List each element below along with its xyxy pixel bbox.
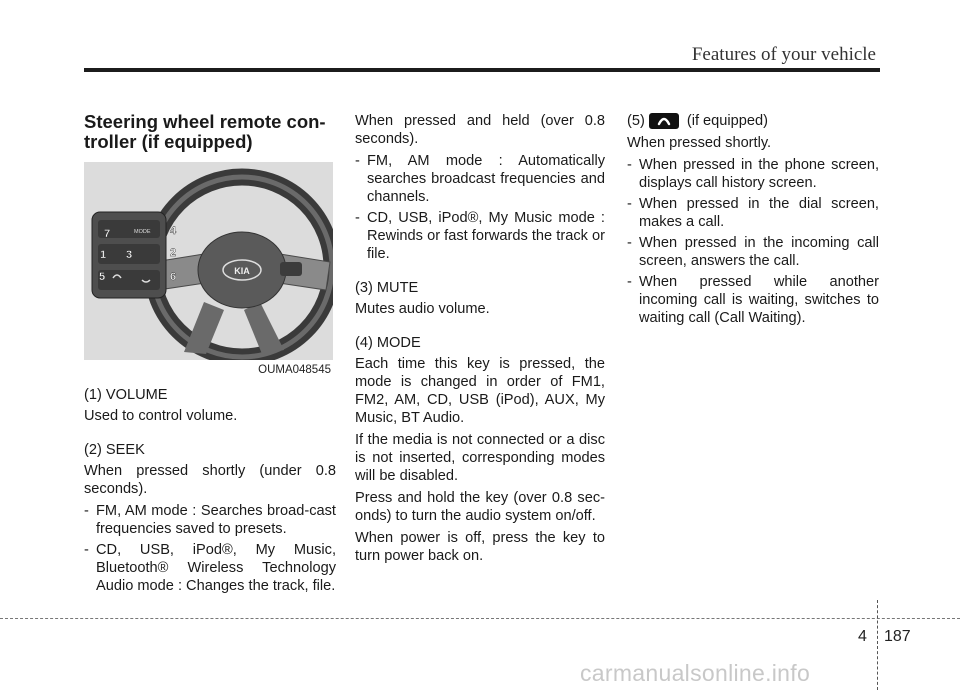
callout-1: 1	[100, 249, 107, 261]
list-item: - When pressed in the incoming call screen, answers the call.	[627, 235, 879, 269]
callout-2: 2	[170, 247, 177, 259]
mode-paragraph: Press and hold the key (over 0.8 sec-onds) to turn the audio system on/off.	[355, 490, 605, 524]
section-title	[84, 112, 336, 152]
column-1	[84, 112, 336, 598]
page-number: 187	[884, 628, 911, 645]
mode-button-label: MODE	[134, 229, 151, 235]
callout-4: 4	[170, 225, 177, 237]
kia-logo-text: KIA	[234, 266, 250, 276]
call-heading-suffix: (if equipped)	[686, 113, 768, 129]
seek-heading: (2) SEEK	[84, 442, 145, 458]
list-item: - When pressed in the dial screen, makes a call.	[627, 196, 879, 230]
seek-held-press: When pressed and held (over 0.8 seconds).	[355, 113, 605, 147]
call-list	[627, 156, 879, 327]
footer-divider	[0, 618, 960, 619]
section-title-line-1: Steering wheel remote con-	[84, 111, 326, 132]
volume-text: Used to control volume.	[84, 408, 238, 424]
section-title-line-2: troller (if equipped)	[84, 131, 253, 152]
call-heading-prefix: (5)	[627, 113, 645, 129]
page-header-title: Features of your vehicle	[691, 44, 876, 65]
mode-paragraph: Each time this key is pressed, the mode is changed in order of FM1, FM2, AM, CD, USB (iPod), AUX, My Music, BT Audio.	[355, 356, 605, 426]
chapter-number: 4	[858, 628, 867, 645]
list-item: - CD, USB, iPod®, My Music mode : Rewinds or fast forwards the track or file.	[355, 210, 605, 262]
steering-wheel-figure	[84, 162, 333, 376]
column-2	[355, 112, 605, 569]
seek-short-press: When pressed shortly (under 0.8 seconds).	[84, 463, 336, 497]
column-3	[627, 112, 879, 330]
call-short-press: When pressed shortly.	[627, 135, 772, 151]
lower-right-spoke	[244, 302, 284, 354]
callout-5: 5	[99, 271, 106, 283]
figure-code: OUMA048545	[258, 364, 331, 376]
footer-vertical-divider	[877, 600, 878, 690]
mode-paragraph: If the media is not connected or a disc is not inserted, corresponding modes will be disabled.	[355, 432, 605, 484]
watermark: carmanualsonline.info	[580, 660, 811, 686]
mute-heading: (3) MUTE	[355, 280, 419, 296]
list-item: - FM, AM mode : Searches broad-cast frequencies saved to presets.	[84, 503, 336, 537]
seek-held-list	[355, 152, 605, 263]
mode-heading: (4) MODE	[355, 335, 421, 351]
call-heading	[627, 112, 879, 130]
call-button-icon	[649, 113, 679, 129]
volume-heading: (1) VOLUME	[84, 387, 168, 403]
header-rule	[84, 68, 880, 72]
list-item: - CD, USB, iPod®, My Music, Bluetooth® Wireless Technology Audio mode : Changes the track, file.	[84, 542, 336, 594]
mode-paragraph: When power is off, press the key to turn power back on.	[355, 530, 605, 564]
list-item: - When pressed in the phone screen, displays call history screen.	[627, 157, 879, 191]
right-switch-cluster	[280, 262, 302, 276]
list-item: - When pressed while another incoming call is waiting, switches to waiting call (Call Waiting).	[627, 274, 879, 326]
steering-wheel-illustration	[84, 162, 333, 360]
callout-3: 3	[126, 249, 133, 261]
list-item: - FM, AM mode : Automatically searches broadcast frequencies and channels.	[355, 153, 605, 205]
seek-short-list	[84, 502, 336, 595]
callout-7: 7	[104, 228, 111, 240]
mute-text: Mutes audio volume.	[355, 301, 490, 317]
callout-6: 6	[170, 271, 177, 283]
call-buttons	[98, 270, 160, 290]
